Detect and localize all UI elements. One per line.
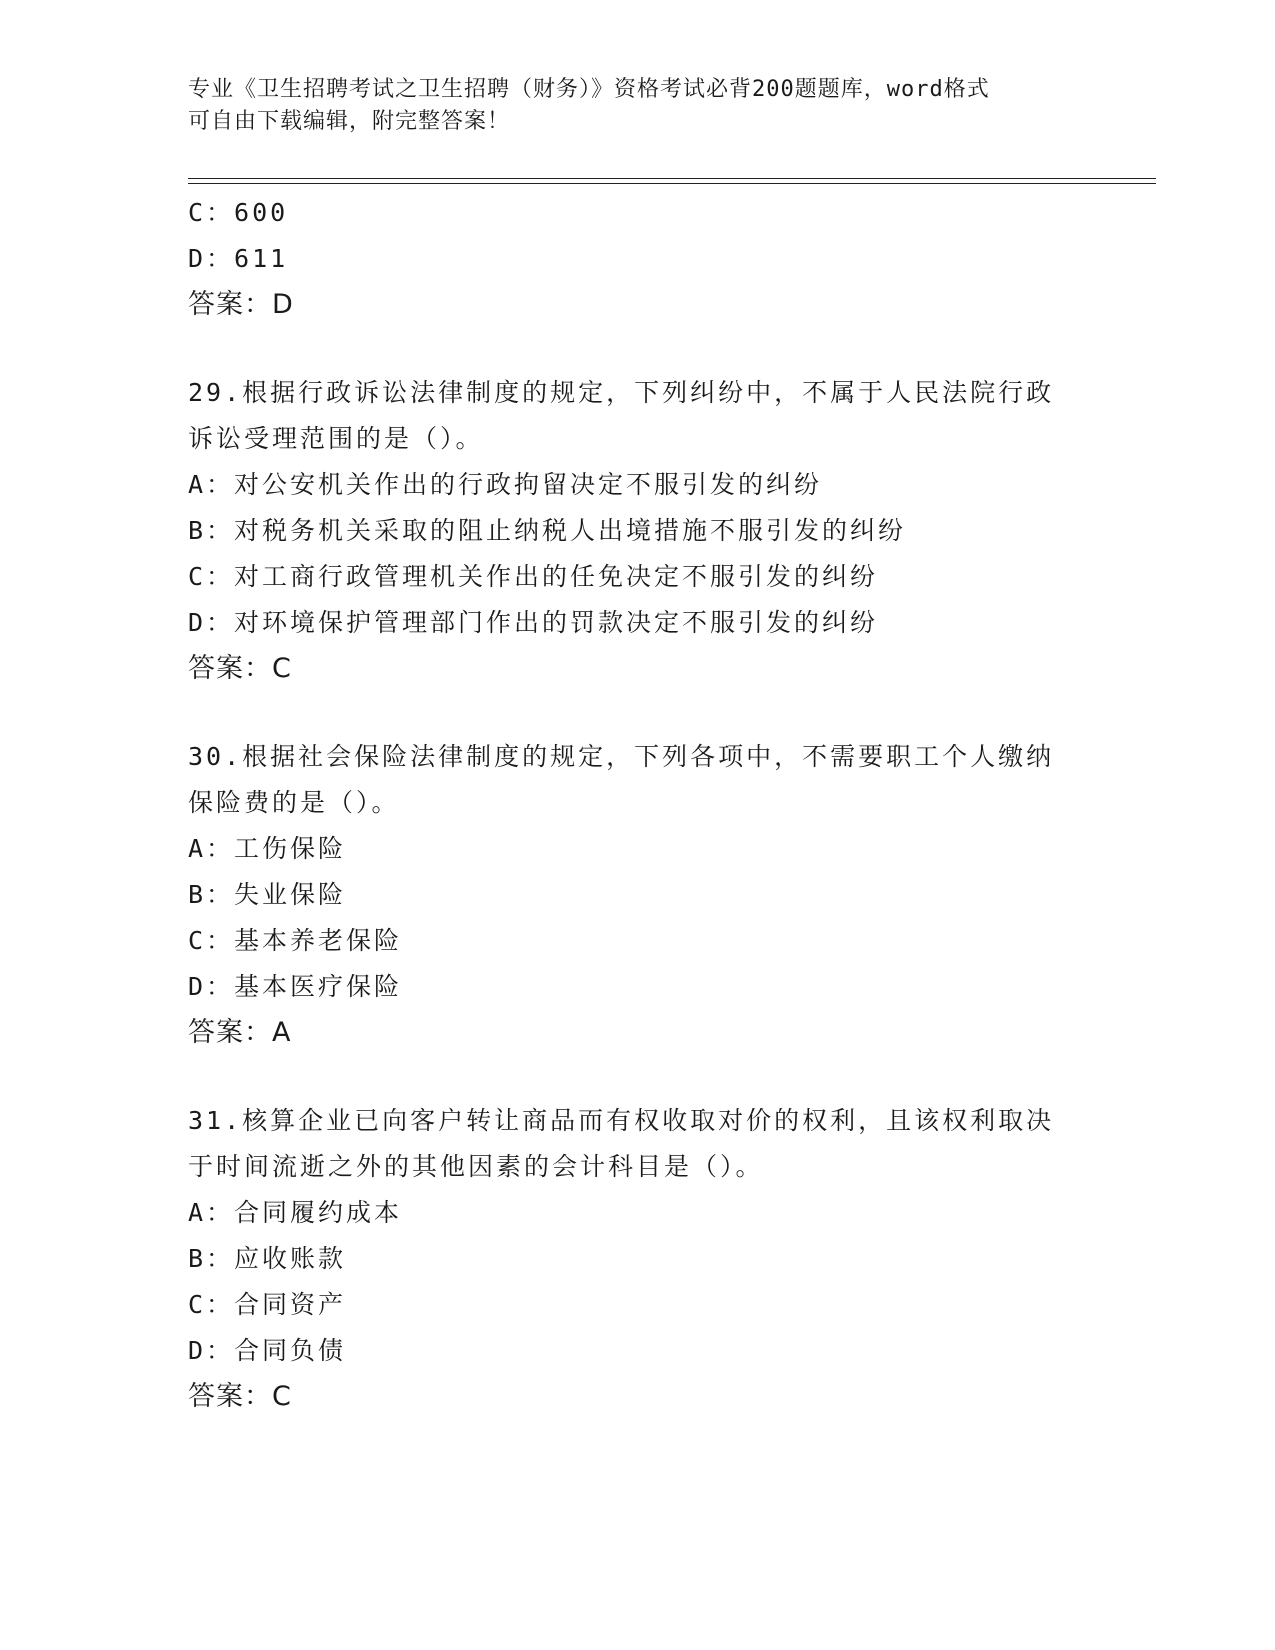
question-text-line-2: 诉讼受理范围的是（）。 (188, 424, 484, 453)
answer-line: 答案：C (188, 1381, 292, 1412)
option-b: B：失业保险 (188, 880, 347, 909)
header-line-1: 专业《卫生招聘考试之卫生招聘（财务）》资格考试必背200题题库，word格式 (188, 77, 990, 102)
question-text-line-1: 29.根据行政诉讼法律制度的规定，下列纠纷中，不属于人民法院行政 (188, 378, 1055, 407)
question-list (188, 190, 1088, 1420)
header-divider-bottom (188, 183, 1156, 184)
option-c: C：600 (188, 198, 289, 227)
question-31 (188, 1098, 1088, 1420)
option-d: D：对环境保护管理部门作出的罚款决定不服引发的纠纷 (188, 608, 879, 637)
option-c: C：基本养老保险 (188, 926, 403, 955)
question-text-line-1: 30.根据社会保险法律制度的规定，下列各项中，不需要职工个人缴纳 (188, 742, 1055, 771)
answer-line: 答案：C (188, 653, 292, 684)
option-b: B：应收账款 (188, 1244, 347, 1273)
question-30 (188, 734, 1088, 1056)
answer-line: 答案：D (188, 289, 294, 320)
option-d: D：611 (188, 244, 289, 273)
question-text-line-2: 保险费的是（）。 (188, 788, 400, 817)
answer-line: 答案：A (188, 1017, 292, 1048)
option-a: A：合同履约成本 (188, 1198, 403, 1227)
page-header (188, 74, 1088, 138)
header-divider-top (188, 178, 1156, 179)
option-c: C：合同资产 (188, 1290, 347, 1319)
option-a: A：工伤保险 (188, 834, 347, 863)
option-a: A：对公安机关作出的行政拘留决定不服引发的纠纷 (188, 470, 823, 499)
question-29 (188, 370, 1088, 692)
option-d: D：基本医疗保险 (188, 972, 403, 1001)
option-b: B：对税务机关采取的阻止纳税人出境措施不服引发的纠纷 (188, 516, 907, 545)
header-line-2: 可自由下载编辑，附完整答案！ (188, 109, 511, 134)
option-d: D：合同负债 (188, 1336, 347, 1365)
option-c: C：对工商行政管理机关作出的任免决定不服引发的纠纷 (188, 562, 879, 591)
question-text-line-1: 31.核算企业已向客户转让商品而有权收取对价的权利，且该权利取决 (188, 1106, 1055, 1135)
question-text-line-2: 于时间流逝之外的其他因素的会计科目是（）。 (188, 1152, 764, 1181)
